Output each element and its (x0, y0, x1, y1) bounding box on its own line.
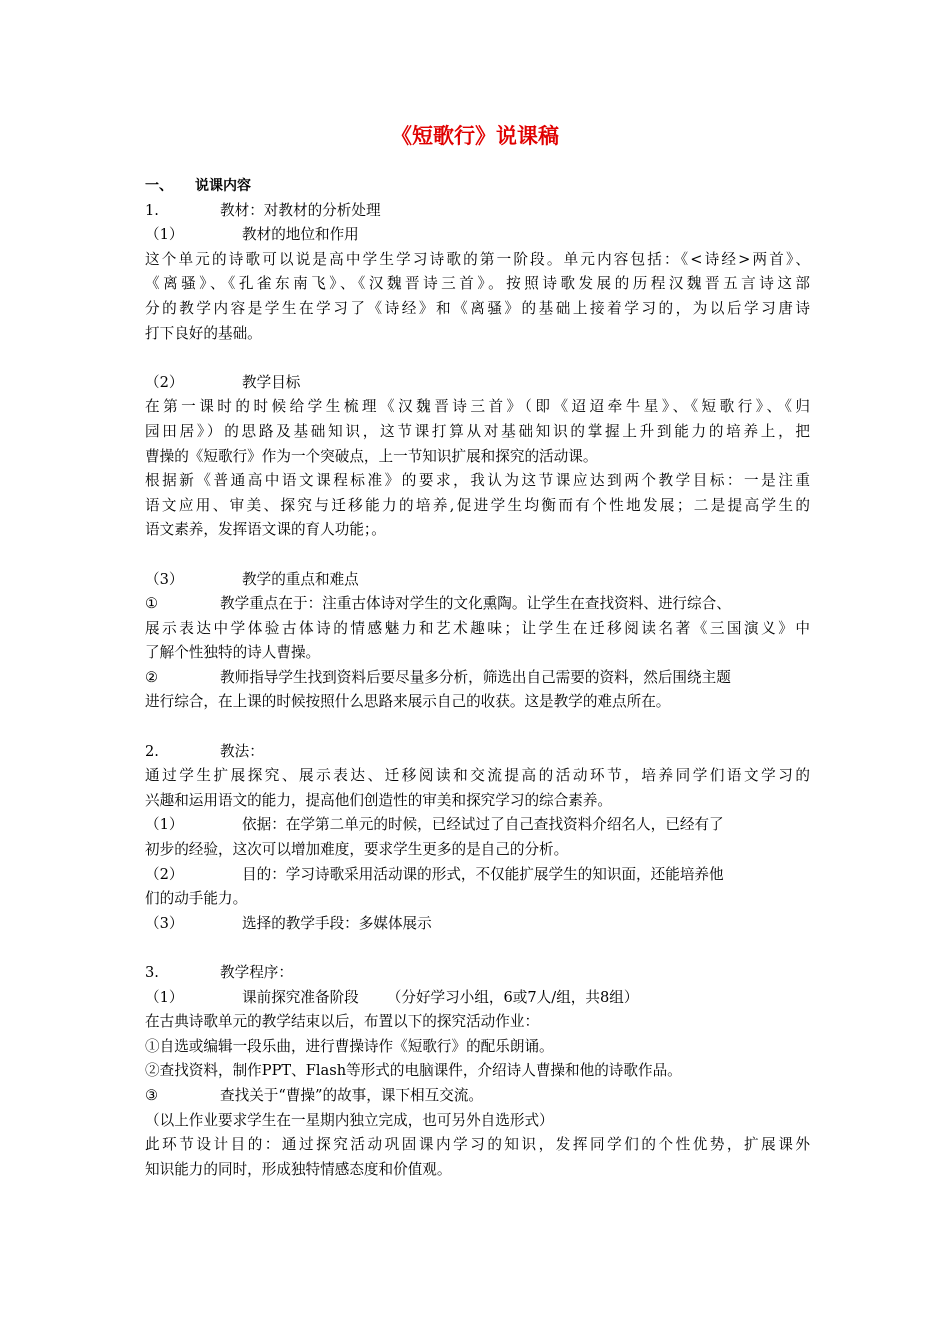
document-body (145, 174, 810, 1182)
subsection-title: 教法： (220, 742, 264, 760)
subsection-heading (145, 740, 810, 765)
list-text: 依据：在学第二单元的时候，已经试过了自己查找资料介绍名人，已经有了 (242, 816, 724, 834)
paragraph-line: 根据新《普通高中语文课程标准》的要求，我认为这节课应达到两个教学目标：一是注重 (145, 472, 810, 490)
subsection-heading (145, 199, 810, 224)
list-marker: ① (145, 595, 159, 613)
subsection-title: 教学程序： (220, 964, 293, 981)
list-text: 选择的教学手段：多媒体展示 (242, 914, 432, 932)
list-item (145, 813, 810, 838)
item-number: （1） (145, 226, 184, 244)
paragraph-line: 园田居》）的思路及基础知识，这节课打算从对基础知识的掌握上升到能力的培养上，把 (145, 422, 810, 440)
paragraph-line: 这个单元的诗歌可以说是高中学生学习诗歌的第一阶段。单元内容包括：《<诗经>两首》、 (145, 250, 810, 268)
paragraph-line: 语文素养，发挥语文课的育人功能；。 (145, 521, 386, 539)
paragraph-line: 分的教学内容是学生在学习了《诗经》和《离骚》的基础上接着学习的，为以后学习唐诗 (145, 299, 810, 317)
paragraph-line: 进行综合，在上课的时候按照什么思路来展示自己的收获。这是教学的难点所在。 (145, 693, 671, 711)
document-title: 《短歌行》说课稿 (391, 124, 559, 148)
section-number: 一、 (145, 178, 173, 194)
item-title: 教材的地位和作用 (242, 226, 359, 244)
paragraph-line: 此环节设计目的：通过探究活动巩固课内学习的知识，发挥同学们的个性优势，扩展课外 (145, 1136, 810, 1154)
list-item (145, 666, 810, 691)
subsection-title: 教材：对教材的分析处理 (220, 201, 381, 219)
paragraph-line: 在古典诗歌单元的教学结束以后，布置以下的探究活动作业： (145, 1013, 540, 1031)
item-number: （1） (145, 988, 184, 1006)
subsection-number: 1. (145, 201, 159, 219)
task-item (145, 1084, 810, 1109)
task-item: ①自选或编辑一段乐曲，进行曹操诗作《短歌行》的配乐朗诵。 (145, 1037, 554, 1055)
paragraph-line: （以上作业要求学生在一星期内独立完成，也可另外自选形式） (145, 1111, 554, 1129)
paragraph-line: 《离骚》、《孔雀东南飞》、《汉魏晋诗三首》。按照诗歌发展的历程汉魏晋五言诗这部 (145, 275, 810, 293)
list-item (145, 912, 810, 937)
item-number: （1） (145, 816, 184, 834)
paragraph-line: 初步的经验，这次可以增加难度，要求学生更多的是自己的分析。 (145, 841, 569, 859)
list-text: 查找关于“曹操”的故事，课下相互交流。 (220, 1086, 484, 1104)
list-item (145, 592, 810, 617)
paragraph-line: 语文应用、审美、探究与迁移能力的培养,促进学生均衡而有个性地发展；二是提高学生的 (145, 496, 810, 514)
list-marker: ③ (145, 1086, 159, 1104)
list-text: 目的：学习诗歌采用活动课的形式，不仅能扩展学生的知识面，还能培养他 (242, 865, 724, 883)
paragraph-line: 在第一课时的时候给学生梳理《汉魏晋诗三首》（即《迢迢牵牛星》、《短歌行》、《归 (145, 398, 810, 416)
task-item: ②查找资料，制作PPT、Flash等形式的电脑课件，介绍诗人曹操和他的诗歌作品。 (145, 1062, 682, 1080)
item-heading (145, 568, 810, 593)
paragraph-line: 兴趣和运用语文的能力，提高他们创造性的审美和探究学习的综合素养。 (145, 791, 613, 809)
paragraph-line: 打下良好的基础。 (145, 324, 262, 342)
item-heading (145, 223, 810, 248)
item-heading (145, 371, 810, 396)
item-number: （2） (145, 373, 184, 391)
list-marker: ② (145, 668, 159, 686)
item-number: （2） (145, 865, 184, 883)
section-heading-1 (145, 174, 810, 199)
section-title: 说课内容 (195, 178, 251, 194)
item-title: 教学的重点和难点 (242, 570, 359, 588)
paragraph-line: 展示表达中学体验古体诗的情感魅力和艺术趣味；让学生在迁移阅读名著《三国演义》中 (145, 619, 810, 637)
subsection-number: 3. (145, 964, 159, 981)
subsection-heading (145, 961, 810, 986)
paragraph-line: 们的动手能力。 (145, 890, 248, 908)
paragraph-line: 了解个性独特的诗人曹操。 (145, 644, 321, 662)
paragraph-line: 曹操的《短歌行》作为一个突破点，上一节知识扩展和探究的活动课。 (145, 447, 598, 465)
item-number: （3） (145, 570, 184, 588)
item-title: 课前探究准备阶段 (242, 988, 359, 1006)
paragraph-line: 知识能力的同时，形成独特情感态度和价值观。 (145, 1160, 452, 1178)
subsection-number: 2. (145, 742, 159, 760)
item-title: 教学目标 (242, 373, 301, 391)
item-note: （分好学习小组，6或7人/组，共8组） (386, 988, 639, 1006)
item-number: （3） (145, 914, 184, 932)
list-text: 教学重点在于：注重古体诗对学生的文化熏陶。让学生在查找资料、进行综合、 (220, 595, 731, 613)
list-text: 教师指导学生找到资料后要尽量多分析，筛选出自己需要的资料，然后围绕主题 (220, 668, 731, 686)
item-heading (145, 986, 810, 1011)
paragraph-line: 通过学生扩展探究、展示表达、迁移阅读和交流提高的活动环节，培养同学们语文学习的 (145, 767, 810, 785)
list-item (145, 863, 810, 888)
